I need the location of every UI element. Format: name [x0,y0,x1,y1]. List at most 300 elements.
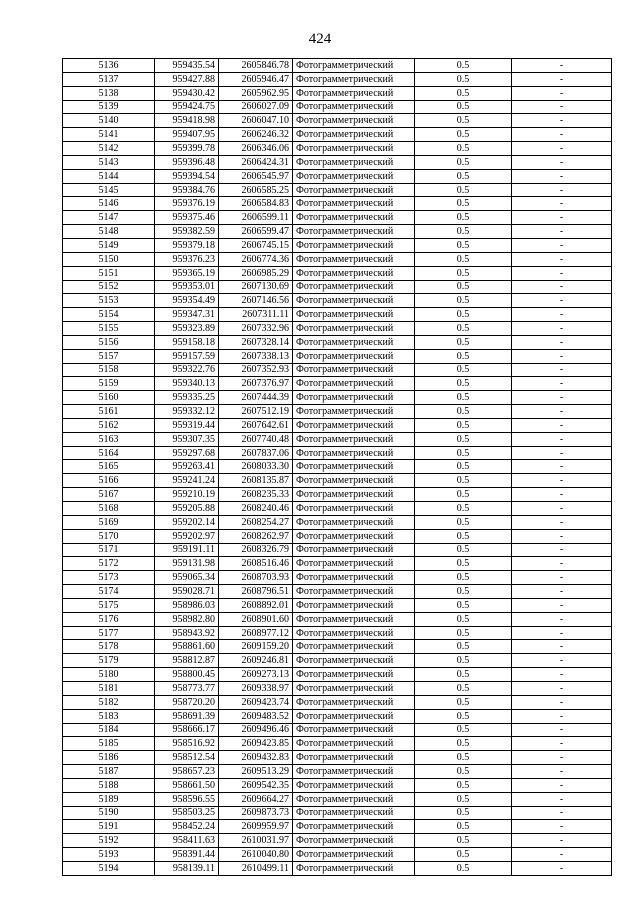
y-coordinate-cell: 2605962.95 [219,86,293,100]
y-coordinate-cell: 2607740.48 [219,432,293,446]
y-coordinate-cell: 2608703.93 [219,571,293,585]
method-cell: Фотограмметрический [293,654,415,668]
table-row [63,723,612,737]
accuracy-cell: 0.5 [415,598,512,612]
x-coordinate-cell: 959399.78 [155,142,219,156]
y-coordinate-cell: 2606599.47 [219,225,293,239]
note-cell: - [512,806,612,820]
table-row [63,280,612,294]
y-coordinate-cell: 2607642.61 [219,418,293,432]
point-number-cell: 5176 [63,612,155,626]
x-coordinate-cell: 958812.87 [155,654,219,668]
point-number-cell: 5182 [63,695,155,709]
x-coordinate-cell: 959430.42 [155,86,219,100]
x-coordinate-cell: 958773.77 [155,681,219,695]
point-number-cell: 5156 [63,335,155,349]
accuracy-cell: 0.5 [415,308,512,322]
table-row [63,211,612,225]
method-cell: Фотограмметрический [293,86,415,100]
accuracy-cell: 0.5 [415,169,512,183]
x-coordinate-cell: 959297.68 [155,446,219,460]
method-cell: Фотограмметрический [293,557,415,571]
accuracy-cell: 0.5 [415,543,512,557]
y-coordinate-cell: 2607837.06 [219,446,293,460]
point-number-cell: 5164 [63,446,155,460]
x-coordinate-cell: 959202.14 [155,515,219,529]
point-number-cell: 5178 [63,640,155,654]
note-cell: - [512,709,612,723]
x-coordinate-cell: 958800.45 [155,668,219,682]
accuracy-cell: 0.5 [415,668,512,682]
method-cell: Фотограмметрический [293,626,415,640]
note-cell: - [512,668,612,682]
note-cell: - [512,543,612,557]
point-number-cell: 5188 [63,778,155,792]
method-cell: Фотограмметрический [293,723,415,737]
x-coordinate-cell: 959382.59 [155,225,219,239]
method-cell: Фотограмметрический [293,695,415,709]
accuracy-cell: 0.5 [415,529,512,543]
note-cell: - [512,59,612,73]
point-number-cell: 5145 [63,183,155,197]
table-row [63,114,612,128]
y-coordinate-cell: 2609273.13 [219,668,293,682]
y-coordinate-cell: 2607130.69 [219,280,293,294]
x-coordinate-cell: 958657.23 [155,765,219,779]
table-row [63,335,612,349]
point-number-cell: 5168 [63,502,155,516]
point-number-cell: 5150 [63,252,155,266]
x-coordinate-cell: 959384.76 [155,183,219,197]
point-number-cell: 5139 [63,100,155,114]
table-row [63,778,612,792]
accuracy-cell: 0.5 [415,155,512,169]
method-cell: Фотограмметрический [293,418,415,432]
point-number-cell: 5152 [63,280,155,294]
x-coordinate-cell: 958503.25 [155,806,219,820]
point-number-cell: 5189 [63,792,155,806]
note-cell: - [512,280,612,294]
point-number-cell: 5151 [63,266,155,280]
accuracy-cell: 0.5 [415,557,512,571]
note-cell: - [512,363,612,377]
method-cell: Фотограмметрический [293,806,415,820]
accuracy-cell: 0.5 [415,363,512,377]
point-number-cell: 5186 [63,751,155,765]
accuracy-cell: 0.5 [415,806,512,820]
x-coordinate-cell: 958720.20 [155,695,219,709]
x-coordinate-cell: 959435.54 [155,59,219,73]
point-number-cell: 5173 [63,571,155,585]
note-cell: - [512,114,612,128]
table-row [63,681,612,695]
x-coordinate-cell: 959340.13 [155,377,219,391]
method-cell: Фотограмметрический [293,391,415,405]
x-coordinate-cell: 958452.24 [155,820,219,834]
accuracy-cell: 0.5 [415,765,512,779]
x-coordinate-cell: 959365.19 [155,266,219,280]
table-row [63,266,612,280]
point-number-cell: 5162 [63,418,155,432]
x-coordinate-cell: 958661.50 [155,778,219,792]
x-coordinate-cell: 958861.60 [155,640,219,654]
point-number-cell: 5157 [63,349,155,363]
x-coordinate-cell: 958666.17 [155,723,219,737]
accuracy-cell: 0.5 [415,335,512,349]
accuracy-cell: 0.5 [415,474,512,488]
note-cell: - [512,266,612,280]
y-coordinate-cell: 2610031.97 [219,834,293,848]
accuracy-cell: 0.5 [415,391,512,405]
table-row [63,349,612,363]
table-row [63,695,612,709]
note-cell: - [512,515,612,529]
point-number-cell: 5167 [63,488,155,502]
note-cell: - [512,751,612,765]
x-coordinate-cell: 959424.75 [155,100,219,114]
y-coordinate-cell: 2606246.32 [219,128,293,142]
note-cell: - [512,294,612,308]
table-row [63,668,612,682]
accuracy-cell: 0.5 [415,114,512,128]
note-cell: - [512,128,612,142]
method-cell: Фотограмметрический [293,211,415,225]
note-cell: - [512,183,612,197]
table-row [63,737,612,751]
note-cell: - [512,654,612,668]
method-cell: Фотограмметрический [293,598,415,612]
table-row [63,765,612,779]
table-row [63,294,612,308]
note-cell: - [512,765,612,779]
method-cell: Фотограмметрический [293,349,415,363]
table-row [63,72,612,86]
accuracy-cell: 0.5 [415,225,512,239]
method-cell: Фотограмметрический [293,585,415,599]
note-cell: - [512,155,612,169]
x-coordinate-cell: 958982.80 [155,612,219,626]
table-row [63,446,612,460]
x-coordinate-cell: 959210.19 [155,488,219,502]
point-number-cell: 5183 [63,709,155,723]
note-cell: - [512,557,612,571]
accuracy-cell: 0.5 [415,128,512,142]
method-cell: Фотограмметрический [293,751,415,765]
y-coordinate-cell: 2609159.20 [219,640,293,654]
method-cell: Фотограмметрический [293,460,415,474]
y-coordinate-cell: 2607352.93 [219,363,293,377]
table-row [63,488,612,502]
accuracy-cell: 0.5 [415,848,512,862]
method-cell: Фотограмметрический [293,322,415,336]
y-coordinate-cell: 2606585.25 [219,183,293,197]
point-number-cell: 5140 [63,114,155,128]
note-cell: - [512,848,612,862]
note-cell: - [512,197,612,211]
point-number-cell: 5181 [63,681,155,695]
note-cell: - [512,211,612,225]
note-cell: - [512,335,612,349]
y-coordinate-cell: 2609542.35 [219,778,293,792]
y-coordinate-cell: 2606599.11 [219,211,293,225]
note-cell: - [512,377,612,391]
method-cell: Фотограмметрический [293,709,415,723]
point-number-cell: 5141 [63,128,155,142]
note-cell: - [512,723,612,737]
point-number-cell: 5143 [63,155,155,169]
accuracy-cell: 0.5 [415,100,512,114]
point-number-cell: 5166 [63,474,155,488]
table-row [63,654,612,668]
y-coordinate-cell: 2605946.47 [219,72,293,86]
point-number-cell: 5194 [63,861,155,875]
table-row [63,792,612,806]
y-coordinate-cell: 2610499.11 [219,861,293,875]
table-row [63,128,612,142]
point-number-cell: 5163 [63,432,155,446]
y-coordinate-cell: 2606545.97 [219,169,293,183]
note-cell: - [512,405,612,419]
method-cell: Фотограмметрический [293,488,415,502]
accuracy-cell: 0.5 [415,585,512,599]
point-number-cell: 5147 [63,211,155,225]
y-coordinate-cell: 2606745.15 [219,238,293,252]
y-coordinate-cell: 2608516.46 [219,557,293,571]
y-coordinate-cell: 2607328.14 [219,335,293,349]
y-coordinate-cell: 2606027.09 [219,100,293,114]
note-cell: - [512,640,612,654]
x-coordinate-cell: 959065.34 [155,571,219,585]
method-cell: Фотограмметрический [293,266,415,280]
note-cell: - [512,72,612,86]
table-row [63,709,612,723]
accuracy-cell: 0.5 [415,571,512,585]
note-cell: - [512,252,612,266]
note-cell: - [512,502,612,516]
table-row [63,391,612,405]
accuracy-cell: 0.5 [415,59,512,73]
coordinates-table [62,58,612,876]
table-row [63,640,612,654]
point-number-cell: 5158 [63,363,155,377]
table-row [63,502,612,516]
method-cell: Фотограмметрический [293,640,415,654]
accuracy-cell: 0.5 [415,626,512,640]
note-cell: - [512,585,612,599]
y-coordinate-cell: 2606774.36 [219,252,293,266]
table-row [63,571,612,585]
method-cell: Фотограмметрический [293,252,415,266]
table-row [63,834,612,848]
table-row [63,529,612,543]
page-number: 424 [308,31,332,47]
table-row [63,432,612,446]
method-cell: Фотограмметрический [293,197,415,211]
y-coordinate-cell: 2607376.97 [219,377,293,391]
accuracy-cell: 0.5 [415,252,512,266]
x-coordinate-cell: 959376.19 [155,197,219,211]
note-cell: - [512,681,612,695]
accuracy-cell: 0.5 [415,834,512,848]
method-cell: Фотограмметрический [293,515,415,529]
accuracy-cell: 0.5 [415,349,512,363]
y-coordinate-cell: 2609423.74 [219,695,293,709]
y-coordinate-cell: 2608262.97 [219,529,293,543]
x-coordinate-cell: 959131.98 [155,557,219,571]
method-cell: Фотограмметрический [293,861,415,875]
x-coordinate-cell: 959205.88 [155,502,219,516]
point-number-cell: 5136 [63,59,155,73]
note-cell: - [512,349,612,363]
method-cell: Фотограмметрический [293,612,415,626]
y-coordinate-cell: 2606584.83 [219,197,293,211]
y-coordinate-cell: 2607512.19 [219,405,293,419]
table-row [63,142,612,156]
accuracy-cell: 0.5 [415,612,512,626]
point-number-cell: 5138 [63,86,155,100]
note-cell: - [512,474,612,488]
accuracy-cell: 0.5 [415,515,512,529]
method-cell: Фотограмметрический [293,834,415,848]
x-coordinate-cell: 959335.25 [155,391,219,405]
y-coordinate-cell: 2606424.31 [219,155,293,169]
table-row [63,418,612,432]
x-coordinate-cell: 958943.92 [155,626,219,640]
note-cell: - [512,792,612,806]
method-cell: Фотограмметрический [293,377,415,391]
x-coordinate-cell: 959418.98 [155,114,219,128]
point-number-cell: 5169 [63,515,155,529]
method-cell: Фотограмметрический [293,529,415,543]
point-number-cell: 5171 [63,543,155,557]
point-number-cell: 5137 [63,72,155,86]
accuracy-cell: 0.5 [415,280,512,294]
note-cell: - [512,100,612,114]
y-coordinate-cell: 2608033.30 [219,460,293,474]
note-cell: - [512,225,612,239]
accuracy-cell: 0.5 [415,709,512,723]
method-cell: Фотограмметрический [293,183,415,197]
point-number-cell: 5165 [63,460,155,474]
y-coordinate-cell: 2607146.56 [219,294,293,308]
point-number-cell: 5153 [63,294,155,308]
table-row [63,543,612,557]
note-cell: - [512,626,612,640]
note-cell: - [512,861,612,875]
accuracy-cell: 0.5 [415,861,512,875]
table-row [63,612,612,626]
point-number-cell: 5144 [63,169,155,183]
y-coordinate-cell: 2607311.11 [219,308,293,322]
point-number-cell: 5146 [63,197,155,211]
y-coordinate-cell: 2606346.06 [219,142,293,156]
method-cell: Фотограмметрический [293,280,415,294]
y-coordinate-cell: 2609873.73 [219,806,293,820]
table-row [63,308,612,322]
method-cell: Фотограмметрический [293,474,415,488]
point-number-cell: 5142 [63,142,155,156]
accuracy-cell: 0.5 [415,820,512,834]
note-cell: - [512,308,612,322]
method-cell: Фотограмметрический [293,543,415,557]
accuracy-cell: 0.5 [415,86,512,100]
accuracy-cell: 0.5 [415,446,512,460]
x-coordinate-cell: 959427.88 [155,72,219,86]
note-cell: - [512,238,612,252]
accuracy-cell: 0.5 [415,294,512,308]
y-coordinate-cell: 2609513.29 [219,765,293,779]
table-row [63,474,612,488]
note-cell: - [512,169,612,183]
x-coordinate-cell: 959191.11 [155,543,219,557]
table-row [63,626,612,640]
x-coordinate-cell: 958139.11 [155,861,219,875]
y-coordinate-cell: 2609338.97 [219,681,293,695]
note-cell: - [512,834,612,848]
x-coordinate-cell: 958411.63 [155,834,219,848]
accuracy-cell: 0.5 [415,432,512,446]
note-cell: - [512,571,612,585]
x-coordinate-cell: 959241.24 [155,474,219,488]
note-cell: - [512,432,612,446]
method-cell: Фотограмметрический [293,778,415,792]
method-cell: Фотограмметрический [293,155,415,169]
table-row [63,86,612,100]
point-number-cell: 5160 [63,391,155,405]
y-coordinate-cell: 2609432.83 [219,751,293,765]
x-coordinate-cell: 958596.55 [155,792,219,806]
y-coordinate-cell: 2608892.01 [219,598,293,612]
y-coordinate-cell: 2608135.87 [219,474,293,488]
accuracy-cell: 0.5 [415,418,512,432]
note-cell: - [512,529,612,543]
y-coordinate-cell: 2606985.29 [219,266,293,280]
accuracy-cell: 0.5 [415,640,512,654]
y-coordinate-cell: 2608235.33 [219,488,293,502]
accuracy-cell: 0.5 [415,737,512,751]
point-number-cell: 5148 [63,225,155,239]
note-cell: - [512,460,612,474]
method-cell: Фотограмметрический [293,308,415,322]
accuracy-cell: 0.5 [415,197,512,211]
point-number-cell: 5191 [63,820,155,834]
coordinates-table-body [63,59,612,876]
accuracy-cell: 0.5 [415,238,512,252]
x-coordinate-cell: 959347.31 [155,308,219,322]
table-row [63,197,612,211]
x-coordinate-cell: 959319.44 [155,418,219,432]
x-coordinate-cell: 959379.18 [155,238,219,252]
y-coordinate-cell: 2609483.52 [219,709,293,723]
y-coordinate-cell: 2605846.78 [219,59,293,73]
accuracy-cell: 0.5 [415,778,512,792]
method-cell: Фотограмметрический [293,502,415,516]
method-cell: Фотограмметрический [293,225,415,239]
x-coordinate-cell: 959323.89 [155,322,219,336]
note-cell: - [512,391,612,405]
method-cell: Фотограмметрический [293,100,415,114]
accuracy-cell: 0.5 [415,183,512,197]
x-coordinate-cell: 959332.12 [155,405,219,419]
point-number-cell: 5155 [63,322,155,336]
point-number-cell: 5174 [63,585,155,599]
accuracy-cell: 0.5 [415,377,512,391]
accuracy-cell: 0.5 [415,695,512,709]
table-row [63,751,612,765]
point-number-cell: 5175 [63,598,155,612]
table-row [63,861,612,875]
table-row [63,598,612,612]
